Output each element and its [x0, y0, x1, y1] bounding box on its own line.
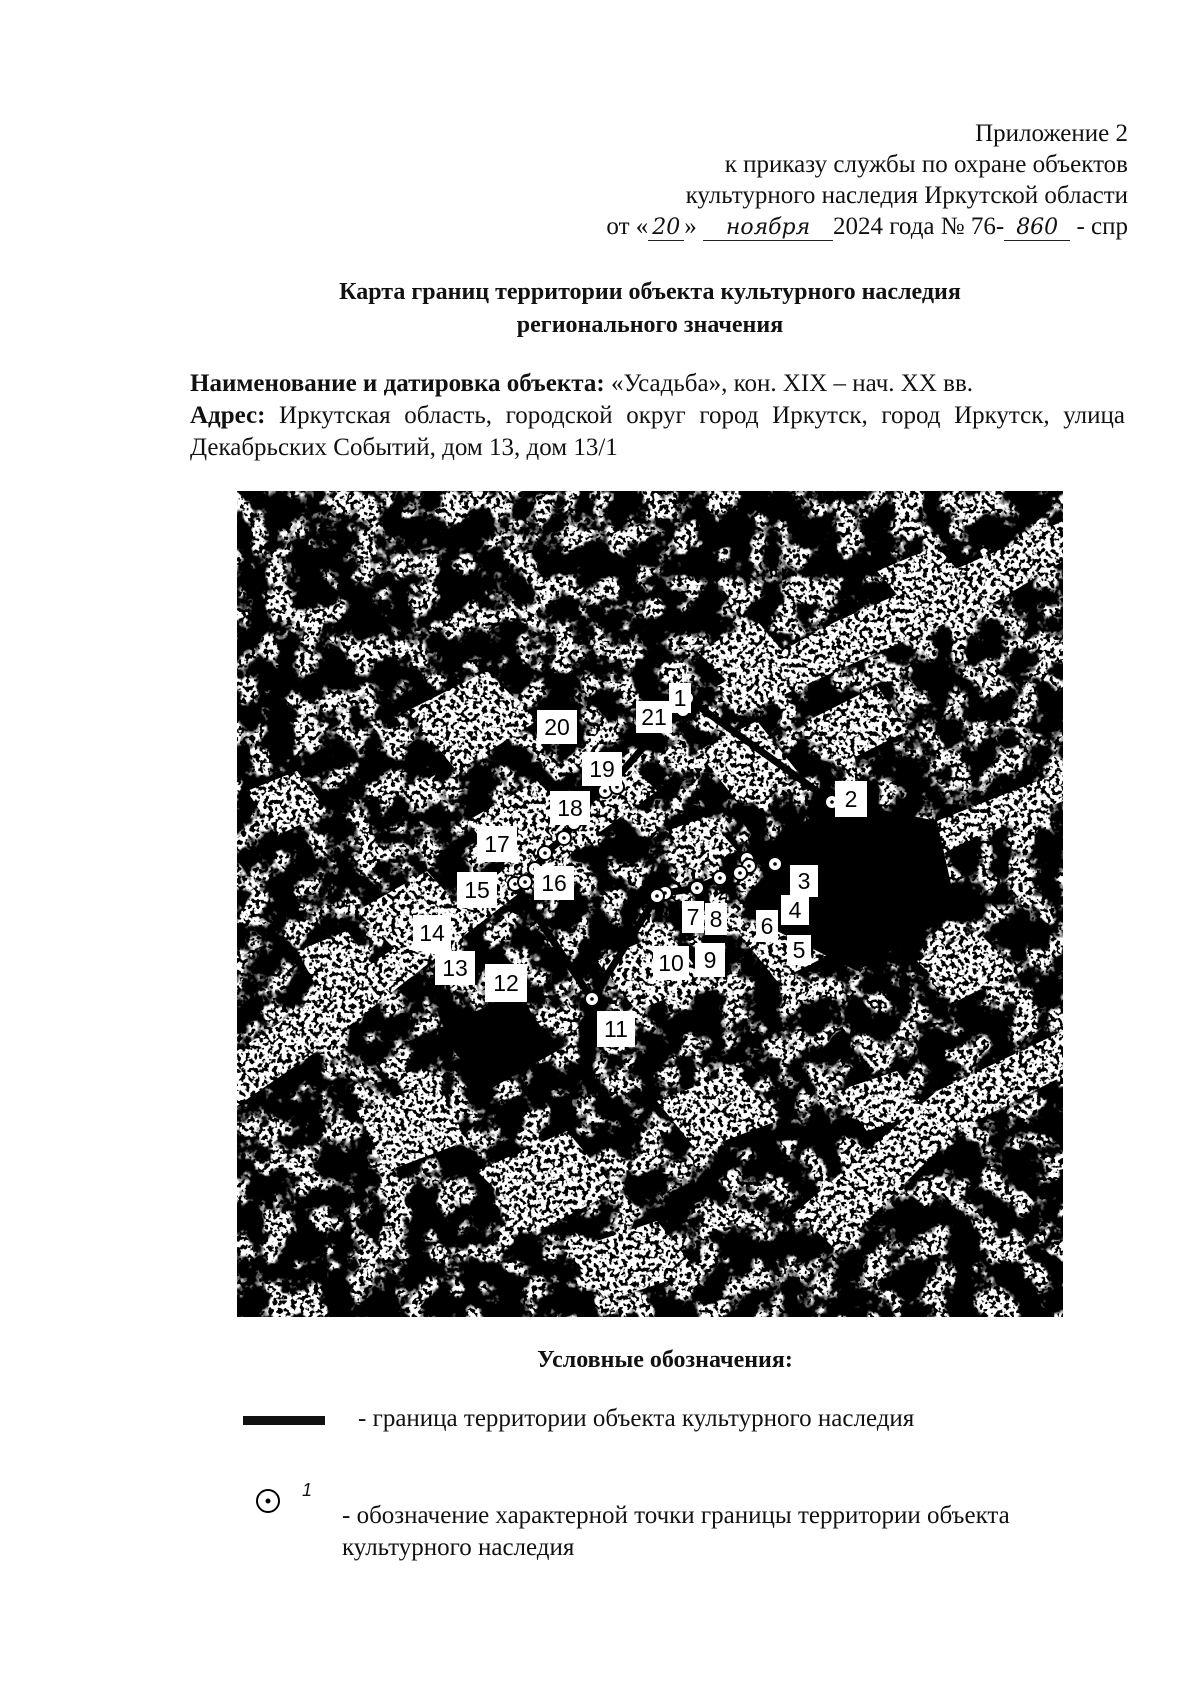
date-mid: » [684, 213, 697, 240]
title-line-2: регионального значения [516, 312, 784, 338]
point-label-10: 10 [658, 950, 684, 976]
point-label-14: 14 [419, 920, 445, 946]
legend-point-number: 1 [302, 1480, 313, 1500]
point-label-17: 17 [484, 831, 510, 857]
appendix-line-2: к приказу службы по охране объектов [724, 151, 1128, 178]
legend-boundary-line-swatch [243, 1416, 325, 1425]
legend-point-text-line-2: культурного наследия [342, 1534, 575, 1561]
point-label-13: 13 [442, 955, 468, 981]
boundary-point-7 [690, 881, 704, 895]
point-label-19: 19 [589, 756, 615, 782]
boundary-point-16 [557, 831, 571, 845]
date-month: ноября [703, 216, 833, 241]
appendix-header [606, 118, 1128, 242]
order-suffix: - спр [1076, 213, 1128, 240]
date-day: 20 [648, 216, 684, 241]
point-label-16: 16 [541, 870, 567, 896]
appendix-line-3: культурного наследия Иркутской области [685, 182, 1128, 209]
object-address-row [190, 400, 1125, 464]
aerial-map [237, 491, 1063, 1317]
appendix-line-1: Приложение 2 [975, 120, 1128, 147]
boundary-point-15 [538, 846, 552, 860]
document-title [250, 276, 1050, 342]
object-address-label: Адрес: [190, 402, 266, 429]
boundary-point-11 [585, 992, 599, 1006]
boundary-point-10 [650, 889, 664, 903]
title-line-1: Карта границ территории объекта культурного наследия [339, 279, 961, 305]
point-label-4: 4 [788, 897, 802, 923]
date-prefix: от « [606, 213, 649, 240]
point-label-21: 21 [641, 704, 667, 730]
boundary-point-13 [518, 875, 532, 889]
order-date-line [606, 211, 1128, 242]
object-address-value: Иркутская область, городской округ город Иркутск, город Иркутск, улица Декабрьских Событий, дом 13, дом 13/1 [190, 402, 1125, 461]
legend-boundary-line-text: - граница территории объекта культурного наследия [358, 1405, 915, 1432]
order-number: 860 [1004, 216, 1070, 241]
boundary-point-3 [768, 857, 782, 871]
object-name-value: «Усадьба», кон. XIX – нач. XX вв. [604, 370, 974, 397]
date-year: 2024 года № 76- [833, 213, 1005, 240]
legend-point-icon [254, 1487, 282, 1515]
point-label-3: 3 [797, 868, 811, 894]
point-label-5: 5 [792, 937, 806, 963]
point-label-2: 2 [844, 786, 858, 812]
point-label-8: 8 [709, 906, 723, 932]
boundary-point-6 [733, 866, 747, 880]
boundary-point-9 [713, 871, 727, 885]
object-info [190, 368, 1125, 464]
point-label-15: 15 [464, 877, 490, 903]
point-label-9: 9 [703, 947, 717, 973]
point-label-18: 18 [557, 795, 583, 821]
legend-point-text [342, 1500, 1110, 1564]
point-label-6: 6 [760, 913, 774, 939]
point-label-11: 11 [604, 1016, 628, 1042]
point-label-20: 20 [544, 714, 570, 740]
point-label-7: 7 [686, 904, 700, 930]
legend-point-text-line-1: - обозначение характерной точки границы территории объекта [342, 1502, 1010, 1529]
point-label-1: 1 [673, 685, 687, 711]
point-label-12: 12 [493, 970, 519, 996]
legend-title: Условные обозначения: [537, 1347, 793, 1373]
object-name-label: Наименование и датировка объекта: [190, 370, 605, 397]
object-name-row [190, 368, 1125, 400]
